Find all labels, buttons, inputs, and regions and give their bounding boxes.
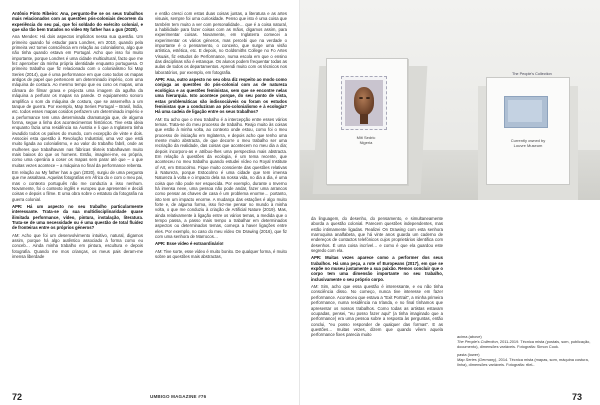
- question-paragraph: APR: Ana, outro aspecto no seu obra diz respeito ao modo como conjuga as questões do pós-colonial com as de natureza ecológica e as questões feministas, sem que se encontre nelas uma hierarquia. Isto acontece porque, do seu ponto de vista, estas problemáticas são indissociáveis ou foram os estudos feministas que a conduziram ao pós-colonialismo e à ecologia? Há uma cadeia de ligação entre os seus trabalhos?: [155, 77, 287, 115]
- answer-paragraph: da linguagem, do desenho, do pensamento, e simultaneamente aborda a questão colonial. Parecem questões independentes, mas estão intimamente ligadas. Realizei On Drawing com esta senhora marroquina analfabeta, que há vinte anos guarda um caderno de endereços de contactos telefónicos cujos proprietários identifica com desenhos. É uma coisa incrível… e como é que ela guardou este segredo com ela.: [311, 216, 443, 254]
- blue-stamp: [504, 96, 548, 128]
- caption-details: , 2014. Técnica mista (mapas, som, máquina costura, linha), dimensões variáveis. Fotografia: rtIeL.: [457, 356, 589, 367]
- right-page: [300, 0, 600, 405]
- board-caption-line: Louvre Museum: [513, 143, 543, 148]
- mask-figure: [354, 87, 374, 115]
- caption-text: [457, 358, 593, 368]
- mask-stamp: [341, 76, 387, 130]
- answer-paragraph: AM: Sim, acho que essa questão é interessante, e eu não tinha consciência disso. No começo, nunca tive interesse em fazer performance. Aconteceu que estava a "Exit Portrait", a minha primeira performance, numa residência na Irlanda, e no final tínhamos que apresentar os nossos trabalhos. Como todas as artistas estavam ocupadas, pensei, "eu posso fazer aqui" (a tinha imaginado que a performance) era uma pessoa sobre a resposta às perguntas, então conclui, "eu posso responder de qualquer das formas". E as questões… muitas vezes, dizem que quando vêem aquela performance fixes parecia muito: [311, 284, 443, 338]
- caption-block: [457, 335, 593, 350]
- caption-work-title: The People's Collection: [457, 338, 498, 344]
- question-paragraph: Antônio Pinto Ribeiro: Ana, pergunto-lhe se os seus trabalhos mais relacionados com as questões pós-coloniais decorrem da experiência do seu pai, que foi soldado do exército colonial, e que são tão bem tratados no vídeo My father has a gun (2020).: [12, 11, 143, 33]
- blue-stamp-caption: The People's Collection: [512, 72, 552, 76]
- answer-paragraph: AM: Eu acho que o meu trabalho é a intercepção entre esses vários temas. Trata-se do meu processo de trabalho. Reajo muito às coisas que estão à minha volta, ao contexto onde estou, como foi o meu processo de iniciação em Inglaterra, e depois acho que tenho uma mente muito abstracta, de que decorre o meu trabalho ser uma recriação da realidade, das coisas que acontecem no meu dia a dia; depois incorporo-as e atribuo-lhes uma perspectiva mais abstracta. Em relação à questões da ecologia, é um tema recente, que aconteceu no meu trabalho quando estudei vídeo no Royal Institute of Art, em Estocolmo. Fique muito consciente das questões relativas à Natureza, porque Estocolmo é uma cidade que tem imensa Natureza à volta e o impacto dela na nossa vida, no dia a dia, é uma coisa que não pode ser esquecida. Por exemplo, durante o Inverno há imensa neve, uma pessoa não pode andar, fazer uma arrancos como pensar as chaves de casa é um problema enorme… portanto, isto tem um impacto enorme. A mudança das estações é algo muito forte e, de alguma forma, isso fez-me pensar no mundo à minha volta, o que me conduziu à criação de Artificial Nature (2019). Mas, ainda relativamente à ligação entre os vários temas, a medida que o tempo passa, a passo mais tempo a trabalhar em determinados aspectos ou determinados temas, começa a haver ligações entre eles. Por exemplo, no caso do meu vídeo On Drawing (2016), que fiz com uma senhora de Marrocos…: [155, 116, 287, 240]
- mask-eye-right: [366, 97, 370, 99]
- interview-column-1: [12, 11, 143, 391]
- mask-eye-left: [359, 97, 363, 99]
- magazine-footer: UMBIGO MAGAZINE #76: [150, 394, 207, 399]
- board-caption: [496, 138, 560, 148]
- blue-stamp-image: [508, 100, 542, 122]
- board-caption-line: Currently owned by: [510, 138, 546, 143]
- caption-work-title: Map Series (Germany): [457, 356, 497, 362]
- exhibition-photo: [300, 0, 600, 200]
- stamp-caption-line: Miti Sedric: [356, 135, 376, 140]
- answer-paragraph: Em relação ao My father has a gun (2020), surgiu de uma pergunta que me assaltava. Aquelas fotografias em África do e com o meu pai, mas o contexto português não me conduzia a isso nenhum. Novamente, foi o contexto inglês e europeu que apresentei e decidi coisas e depois o filme. E uma obra sobre o estatuto da fotografia na guerra colonial.: [12, 169, 143, 202]
- answer-paragraph: AM: Acho que foi um desenvolvimento intuitivo, natural, digamos assim, porque há algo autêntico associado à forma como eu conceb… Ainda minha trabalho em pintura, escultura e depois fotografia. Quando me mos crianças, os meus pais deram-me imensa liberdade: [12, 232, 143, 260]
- caption-position: acima (above): [457, 334, 482, 339]
- page-number-left: 72: [12, 392, 23, 402]
- interview-column-2: [155, 11, 287, 391]
- caption-block: [457, 353, 593, 368]
- image-captions: [457, 332, 593, 367]
- stamp-caption-line: Nigeria: [359, 140, 373, 145]
- page-number-right: 73: [572, 392, 583, 402]
- question-paragraph: APR: Muitas vezes aparece como a performer dos seus trabalhos. Há uma peça, a rote of Europeans (2017), em que se expõe no museu justamente a sua paixão. Remos concluir que o corpo tem uma dimensão importante no seu trabalho, inclusivamente o seu próprio corpo.: [311, 255, 443, 282]
- caption-text: [457, 340, 593, 350]
- stamp-caption: [330, 135, 402, 145]
- answer-paragraph: AM: Tive sorte, esse vídeo é muito bonito. De qualquer forma, é muito sobre as questões mais abstractas,: [155, 248, 287, 260]
- question-paragraph: APR: Há um aspecto no seu trabalho particularmente interessante. Trata-se da sua multidisciplinaridade quase ilimitada performance, vídeo, pintura, instalação, literatura. Trata-se de uma necessidade ou é uma questão de total fluidez de fronteiras entre os próprios géneros?: [12, 204, 143, 231]
- caption-position: pasta (lower): [457, 351, 480, 357]
- question-paragraph: APR: Esse vídeo é extraordinário!: [155, 241, 224, 247]
- stamp-image: [345, 80, 383, 126]
- mask-neck: [360, 114, 368, 124]
- interview-column-3: [311, 216, 443, 392]
- display-board-right: [486, 77, 570, 185]
- caption-details: , 2011-2019. Técnica mista (postais, som, publicação, documento), dimensões variáveis. Fotografia: Simon Cook.: [457, 338, 591, 349]
- answer-paragraph: Ana Mendes: Há dois aspectos implícitos nessa sua questão. Um primeiro quando foi estudar para Londres, em 2010, quando pela primeira vez tomei consciência em relação ao colonialismo, algo que não tinha quando estava em Portugal. Acho que isso foi muito importante, porque Londres é uma cidade multicultural, facto que me fez aperceber da minha própria identidade enquanto portuguesa. O primeiro trabalho que fiz relacionado com o colonialismo foi Map Series (2014), que é uma performance em que coso todos os mapas antigos de papel que pertencem um determinado império, com uma máquina de costura. Ao mesmo tempo que eu coso os mapas, uma câmara de filmar grava e projecta uma imagem da agulha da máquina a perfurar os mapas na parede. O equipamento sonoro amplifica o som da máquina de costura, que se assemelha a um tanque de guerra. Por exemplo, Map Series Portugal – Brasil, Índia, etc. todos esses mapas cosidos perfazem um determinado império e a performance tem uma determinada dramaturgia que, de alguma forma, segue a linha dos acontecimentos históricos. Tive esta ideia enquanto fazia uma residência na Áustria e li que a Inglaterra tinha invadido todos os países do mundo, com excepção de vinte e dois. Associei esta questão à Revolução Industrial, uma vez que está muito ligada ao colonialismo, e ao valor do trabalho fabril, onde as mulheres que trabalhavam nas fábricas têxteis trabalhavam muito mais baixos do que os homens. Então, imaginei-me, eu própria, como uma operária a coser os mapas sem parar até que – o que muitas vezes acontece – a máquina no final da performance rebenta.: [12, 34, 143, 168]
- answer-paragraph: e então cresci com estas duas coisas juntas, a literatura e as artes visuais, sempre foi uma curiosidade. Penso que isto é uma coisa que também tem muito a ver com personalidade… que é a coisa natural, a habilidade para fazer coisas com as mãos, digamos assim, para experimentar coisas. Novamente, em Inglaterra comecei a experimentar os vários géneros, mas percebi que na verdade o importante é o pensamento, o conceito, que surge uma visão artística, estética, etc. E depois, no Goldsmiths College no Fo Artes Visuais, fiz estudos de Performance, numa escola em que o ensino das disciplinas não é estanque. Os alunos podem frequentar todas as aulas de todos os departamentos. Aprendi muito com os técnicos nos laboratórios, por exemplo, em fotografia.: [155, 11, 287, 75]
